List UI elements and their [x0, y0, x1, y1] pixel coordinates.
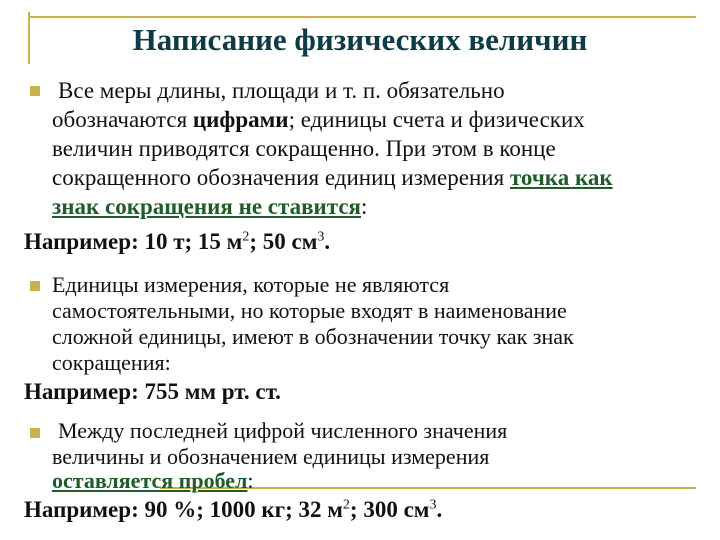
bullet-square-icon — [30, 428, 40, 438]
bullet-square-icon — [30, 281, 40, 291]
bullet2-line2: самостоятельными, но которые входят в наименование — [52, 298, 567, 323]
bullet2-line3: сложной единицы, имеют в обозначении точку как знак — [52, 324, 574, 349]
bullet1-line3: величин приводятся сокращенно. При этом в конце — [52, 136, 556, 161]
bullet1-line4: сокращенного обозначения единиц измерения точка как — [52, 165, 613, 190]
bullet1-line2: обозначаются цифрами; единицы счета и физических — [52, 107, 585, 132]
bullet-square-icon — [30, 86, 40, 96]
bullet1-line1: Все меры длины, площади и т. п. обязательно — [58, 78, 505, 103]
bullet3-line1: Между последней цифрой численного значения — [58, 418, 508, 443]
example3: Например: 90 %; 1000 кг; 32 $м^2$; 300 $см^3$. — [24, 497, 443, 522]
slide-title: Написание физических величин — [132, 22, 588, 57]
bullet2-line1: Единицы измерения, которые не являются — [52, 272, 450, 297]
example2: Например: 755 мм рт. ст. — [24, 379, 281, 404]
bullet3-line2: величины и обозначением единицы измерения — [52, 444, 490, 469]
bullet1-line5: знак сокращения не ставится: — [52, 194, 368, 219]
bullet3-line3: оставляется пробел: — [52, 468, 254, 493]
decor-top-line — [28, 16, 696, 18]
example1: Например: 10 т; 15 $м^2$; 50 $см^3$. — [24, 229, 331, 254]
bullet2-line4: сокращения: — [52, 350, 171, 375]
